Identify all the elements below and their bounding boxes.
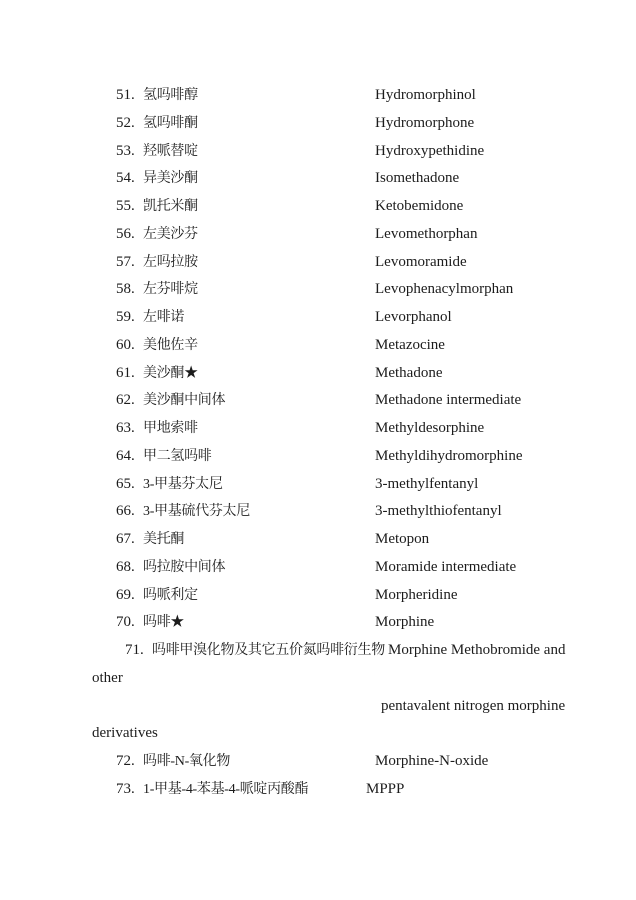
item-name-en: Metopon — [375, 531, 430, 547]
item-cn-text: 甲二氢吗啡 — [143, 448, 212, 464]
item-number: 61. — [116, 364, 135, 381]
item-number: 55. — [116, 198, 135, 214]
item-cn-text: 羟哌替啶 — [143, 143, 198, 159]
item-name-en: Levomoramide — [375, 253, 467, 270]
list-item-62 — [0, 387, 636, 415]
list-item-53 — [0, 138, 636, 166]
list-item-71-continuation-3 — [0, 720, 636, 748]
item-name-cn — [116, 110, 198, 138]
item-en-continuation: derivatives — [92, 725, 158, 742]
item-name-en: Ketobemidone — [375, 198, 464, 214]
item-number: 64. — [116, 447, 135, 464]
item-name-cn — [116, 498, 250, 526]
list-item-52 — [0, 110, 636, 138]
list-item-60 — [0, 332, 636, 360]
item-cn-text: 左啡诺 — [143, 310, 185, 325]
item-name-en: Levomethorphan — [375, 225, 478, 242]
list-item-64 — [0, 443, 636, 471]
item-number: 53. — [116, 142, 135, 159]
list-item-71 — [0, 637, 636, 665]
item-name-cn — [116, 138, 198, 166]
item-name-cn — [116, 360, 198, 388]
item-name-cn — [116, 554, 225, 582]
item-name-en: Moramide intermediate — [375, 558, 517, 575]
item-number: 69. — [116, 586, 135, 603]
item-cn-text: 美沙酮★ — [143, 365, 198, 381]
item-number: 66. — [116, 503, 135, 520]
item-name-cn — [116, 748, 230, 776]
item-en-continuation: pentavalent nitrogen morphine — [381, 697, 566, 714]
item-cn-text: 美托酮 — [143, 532, 185, 547]
list-item-56 — [0, 221, 636, 249]
list-item-61 — [0, 360, 636, 388]
item-name-cn — [116, 582, 198, 610]
item-name-cn — [116, 471, 223, 499]
item-cn-text: 氢吗啡酮 — [143, 115, 198, 131]
item-en-continuation: other — [92, 669, 123, 686]
item-name-cn — [116, 193, 198, 221]
item-cn-text: 美他佐辛 — [143, 337, 198, 353]
item-name-cn — [116, 387, 225, 415]
item-name-cn — [116, 609, 184, 637]
list-item-57 — [0, 249, 636, 277]
item-name-en: Methyldihydromorphine — [375, 447, 523, 464]
item-name-en: Isomethadone — [375, 170, 460, 187]
item-number: 67. — [116, 531, 135, 547]
item-cn-text: 左美沙芬 — [143, 226, 198, 242]
item-cn-text: 异美沙酮 — [143, 171, 198, 187]
item-name-cn — [116, 276, 198, 304]
list-item-71-continuation-2 — [0, 693, 636, 721]
item-cn-text: 氢吗啡醇 — [143, 88, 198, 103]
item-cn-text: 甲地索啡 — [143, 421, 198, 436]
item-number: 62. — [116, 392, 135, 409]
item-number: 58. — [116, 281, 135, 298]
item-cn-text: 3-甲基芬太尼 — [143, 476, 223, 492]
item-cn-text: 吗啡-N-氧化物 — [143, 754, 231, 769]
list-item-67 — [0, 526, 636, 554]
list-item-73 — [0, 776, 636, 804]
item-name-en: Morphine-N-oxide — [375, 753, 489, 769]
item-name-cn — [116, 776, 308, 804]
item-number: 73. — [116, 780, 135, 797]
item-name-cn — [125, 637, 385, 665]
item-name-cn — [116, 526, 184, 554]
item-name-en: Metazocine — [375, 336, 445, 353]
item-number: 52. — [116, 114, 135, 131]
item-number: 51. — [116, 87, 135, 103]
item-name-en: 3-methylthiofentanyl — [375, 503, 502, 520]
list-item-68 — [0, 554, 636, 582]
item-name-cn — [116, 165, 198, 193]
item-number: 60. — [116, 336, 135, 353]
item-number: 59. — [116, 309, 135, 325]
item-name-en: MPPP — [366, 780, 405, 797]
item-cn-text: 吗啡★ — [143, 615, 185, 631]
item-name-en: 3-methylfentanyl — [375, 475, 479, 492]
list-item-69 — [0, 582, 636, 610]
item-cn-text: 吗哌利定 — [143, 587, 198, 603]
list-item-55 — [0, 193, 636, 221]
item-cn-text: 凯托米酮 — [143, 199, 198, 214]
item-number: 56. — [116, 225, 135, 242]
item-number: 65. — [116, 475, 135, 492]
item-number: 70. — [116, 614, 135, 631]
list-item-72 — [0, 748, 636, 776]
item-name-en: Levophenacylmorphan — [375, 281, 514, 298]
item-name-cn — [116, 332, 198, 360]
list-item-59 — [0, 304, 636, 332]
item-number: 72. — [116, 753, 135, 769]
substance-list — [0, 82, 636, 804]
item-number: 54. — [116, 170, 135, 187]
item-cn-text: 吗啡甲溴化物及其它五价氮吗啡衍生物 — [152, 643, 385, 658]
item-cn-text: 左吗拉胺 — [143, 254, 198, 270]
item-name-en: Morphine — [375, 614, 435, 631]
item-number: 57. — [116, 253, 135, 270]
item-name-en: Methadone intermediate — [375, 392, 522, 409]
list-item-63 — [0, 415, 636, 443]
list-item-66 — [0, 498, 636, 526]
item-cn-text: 3-甲基硫代芬太尼 — [143, 504, 250, 520]
item-name-en: Methyldesorphine — [375, 420, 485, 436]
item-cn-text: 美沙酮中间体 — [143, 393, 226, 409]
item-name-en: Methadone — [375, 364, 443, 381]
list-item-54 — [0, 165, 636, 193]
item-name-cn — [116, 249, 198, 277]
item-cn-text: 左芬啡烷 — [143, 282, 198, 298]
item-name-en: Morphine Methobromide and — [388, 642, 566, 658]
list-item-65 — [0, 471, 636, 499]
item-number: 63. — [116, 420, 135, 436]
item-name-en: Hydroxypethidine — [375, 142, 485, 159]
item-name-en: Morpheridine — [375, 586, 458, 603]
item-name-en: Hydromorphinol — [375, 87, 476, 103]
list-item-70 — [0, 609, 636, 637]
item-cn-text: 1-甲基-4-苯基-4-哌啶丙酸酯 — [143, 781, 309, 797]
item-name-cn — [116, 221, 198, 249]
item-number: 68. — [116, 558, 135, 575]
item-name-cn — [116, 443, 212, 471]
item-name-en: Levorphanol — [375, 309, 452, 325]
item-name-cn — [116, 304, 184, 332]
item-name-cn — [116, 415, 198, 443]
list-item-71-continuation-1 — [0, 665, 636, 693]
item-cn-text: 吗拉胺中间体 — [143, 559, 226, 575]
list-item-58 — [0, 276, 636, 304]
list-item-51 — [0, 82, 636, 110]
item-name-en: Hydromorphone — [375, 114, 475, 131]
item-number: 71. — [125, 642, 144, 658]
item-name-cn — [116, 82, 198, 110]
